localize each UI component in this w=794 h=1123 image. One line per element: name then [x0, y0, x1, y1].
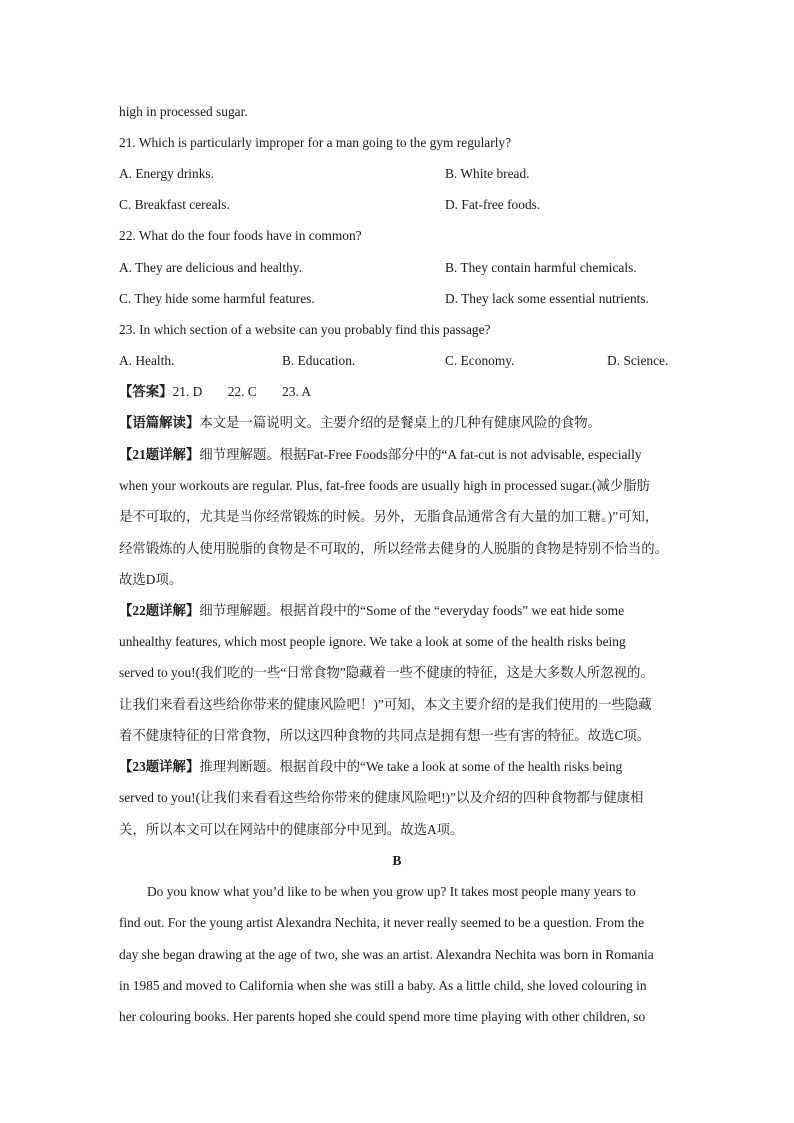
text-line: 让我们来看看这些给你带来的健康风险吧！)”可知，本文主要介绍的是我们使用的一些隐藏	[119, 697, 652, 712]
section-heading-b: B	[392, 853, 402, 868]
text-line: high in processed sugar.	[119, 104, 248, 119]
option-23-d: D. Science.	[607, 353, 669, 368]
detail-23-label: 【23题详解】	[119, 759, 200, 774]
text-line: 关，所以本文可以在网站中的健康部分中见到。故选A项。	[119, 822, 464, 837]
answer-22: 22. C	[227, 384, 257, 399]
text-line: when your workouts are regular. Plus, fat-free foods are usually high in processed sugar.(减少脂肪	[119, 478, 651, 493]
option-23-c: C. Economy.	[445, 353, 515, 368]
question-23: 23. In which section of a website can you probably find this passage?	[119, 322, 491, 337]
detail-21-text: 细节理解题。根据Fat-Free Foods部分中的“A fat-cut is not advisable, especially	[199, 447, 642, 462]
passage-line: find out. For the young artist Alexandra Nechita, it never really seemed to be a question. From the	[119, 915, 645, 930]
text-line: 是不可取的，尤其是当你经常锻炼的时候。另外，无脂食品通常含有大量的加工糖。)”可知，	[119, 509, 659, 524]
answer-21: 21. D	[172, 384, 203, 399]
text-line: served to you!(让我们来看看这些给你带来的健康风险吧!)”以及介绍的四种食物都与健康相	[119, 790, 644, 805]
detail-23-line	[119, 758, 622, 776]
text-line: 经常锻炼的人使用脱脂的食物是不可取的，所以经常去健身的人脱脂的食物是特别不恰当的。	[119, 541, 669, 556]
detail-22-line	[119, 602, 624, 620]
question-21: 21. Which is particularly improper for a man going to the gym regularly?	[119, 135, 512, 150]
option-21-a: A. Energy drinks.	[119, 166, 214, 181]
answer-label: 【答案】	[119, 384, 173, 399]
text-line: unhealthy features, which most people ignore. We take a look at some of the health risks being	[119, 634, 626, 649]
summary-line	[119, 414, 601, 432]
option-21-b: B. White bread.	[445, 166, 530, 181]
option-21-d: D. Fat-free foods.	[445, 197, 541, 212]
text-line: 故选D项。	[119, 572, 183, 587]
detail-21-line	[119, 446, 642, 464]
option-21-c: C. Breakfast cereals.	[119, 197, 230, 212]
summary-label: 【语篇解读】	[119, 415, 200, 430]
option-23-b: B. Education.	[282, 353, 356, 368]
option-22-d: D. They lack some essential nutrients.	[445, 291, 649, 306]
option-22-a: A. They are delicious and healthy.	[119, 260, 302, 275]
answer-line	[119, 383, 311, 401]
option-23-a: A. Health.	[119, 353, 175, 368]
passage-line: Do you know what you’d like to be when you grow up? It takes most people many years to	[147, 884, 636, 899]
detail-22-label: 【22题详解】	[119, 603, 200, 618]
text-line: served to you!(我们吃的一些“日常食物”隐藏着一些不健康的特征，这是大多数人所忽视的。	[119, 665, 654, 680]
detail-23-text: 推理判断题。根据首段中的“We take a look at some of the health risks being	[199, 759, 623, 774]
question-22: 22. What do the four foods have in common?	[119, 228, 362, 243]
text-line: 着不健康特征的日常食物，所以这四种食物的共同点是拥有想一些有害的特征。故选C项。	[119, 728, 651, 743]
detail-22-text: 细节理解题。根据首段中的“Some of the “everyday foods” we eat hide some	[199, 603, 625, 618]
summary-text: 本文是一篇说明文。主要介绍的是餐桌上的几种有健康风险的食物。	[199, 415, 602, 430]
option-22-b: B. They contain harmful chemicals.	[445, 260, 637, 275]
passage-line: her colouring books. Her parents hoped she could spend more time playing with other children, so	[119, 1009, 646, 1024]
option-22-c: C. They hide some harmful features.	[119, 291, 315, 306]
passage-line: day she began drawing at the age of two, she was an artist. Alexandra Nechita was born in Romania	[119, 947, 654, 962]
detail-21-label: 【21题详解】	[119, 447, 200, 462]
passage-line: in 1985 and moved to California when she was still a baby. As a little child, she loved colouring in	[119, 978, 647, 993]
answer-23: 23. A	[282, 384, 312, 399]
